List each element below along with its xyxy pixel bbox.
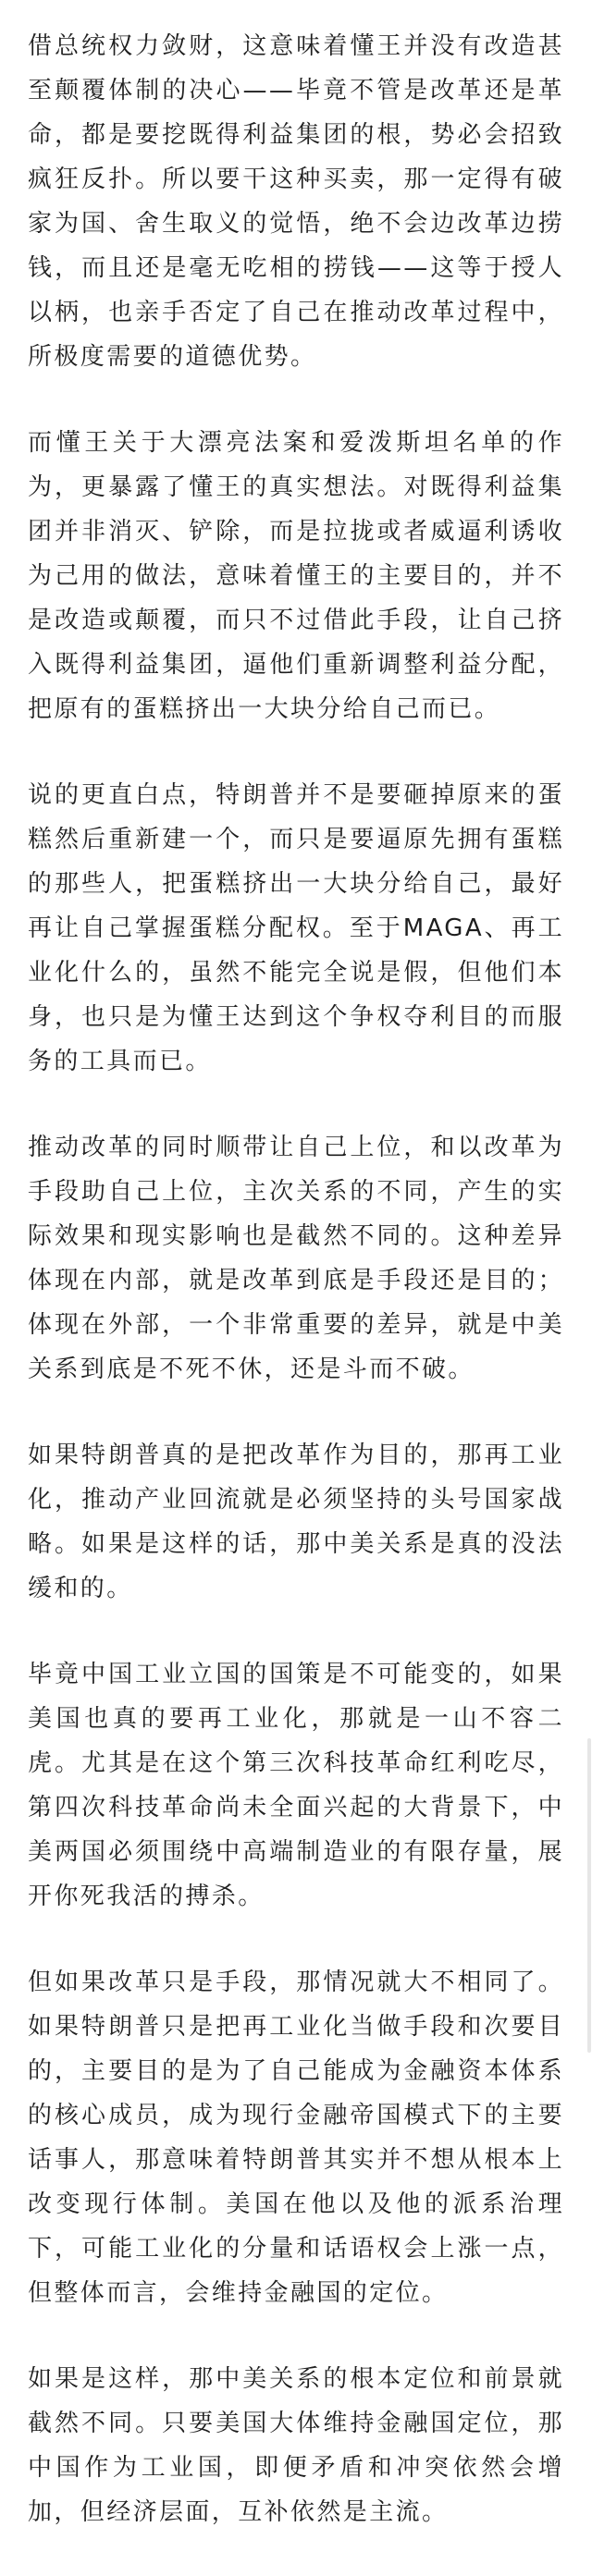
paragraph-7: 但如果改革只是手段，那情况就大不相同了。如果特朗普只是把再工业化当做手段和次要目的，主要目的是为了自己能成为金融资本体系的核心成员，成为现行金融帝国模式下的主要话事人，那意味着特朗普其实并不想从根本上改变现行体制。美国在他以及他的派系治理下，可能工业化的分量和话语权会上涨一点，但整体而言，会维持金融国的定位。 xyxy=(28,1969,564,2307)
scrollbar-thumb[interactable] xyxy=(587,1738,591,2053)
paragraph-2: 而懂王关于大漂亮法案和爱泼斯坦名单的作为，更暴露了懂王的真实想法。对既得利益集团并非消灭、铲除，而是拉拢或者威逼利诱收为己用的做法，意味着懂王的主要目的，并不是改造或颠覆，而只不过借此手段，让自己挤入既得利益集团，逼他们重新调整利益分配，把原有的蛋糕挤出一大块分给自己而已。 xyxy=(28,429,564,723)
paragraph-1: 借总统权力敛财，这意味着懂王并没有改造甚至颠覆体制的决心——毕竟不管是改革还是革命，都是要挖既得利益集团的根，势必会招致疯狂反扑。所以要干这种买卖，那一定得有破家为国、舍生取义的觉悟，绝不会边改革边捞钱，而且还是毫无吃相的捞钱——这等于授人以柄，也亲手否定了自己在推动改革过程中，所极度需要的道德优势。 xyxy=(28,32,564,371)
paragraph-6: 毕竟中国工业立国的国策是不可能变的，如果美国也真的要再工业化，那就是一山不容二虎。尤其是在这个第三次科技革命红利吃尽，第四次科技革命尚未全面兴起的大背景下，中美两国必须围绕中高端制造业的有限存量，展开你死我活的搏杀。 xyxy=(28,1661,564,1910)
scrollbar[interactable] xyxy=(586,0,592,2232)
paragraph-3: 说的更直白点，特朗普并不是要砸掉原来的蛋糕然后重新建一个，而只是要逼原先拥有蛋糕的那些人，把蛋糕挤出一大块分给自己，最好再让自己掌握蛋糕分配权。至于MAGA、再工业化什么的，虽然不能完全说是假，但他们本身，也只是为懂王达到这个争权夺利目的而服务的工具而已。 xyxy=(28,781,564,1075)
paragraph-8: 如果是这样，那中美关系的根本定位和前景就截然不同。只要美国大体维持金融国定位，那中国作为工业国，即便矛盾和冲突依然会增加，但经济层面，互补依然是主流。 xyxy=(28,2365,564,2526)
paragraph-4: 推动改革的同时顺带让自己上位，和以改革为手段助自己上位，主次关系的不同，产生的实际效果和现实影响也是截然不同的。这种差异体现在内部，就是改革到底是手段还是目的；体现在外部，一个非常重要的差异，就是中美关系到底是不死不休，还是斗而不破。 xyxy=(28,1134,564,1383)
paragraph-5: 如果特朗普真的是把改革作为目的，那再工业化，推动产业回流就是必须坚持的头号国家战略。如果是这样的话，那中美关系是真的没法缓和的。 xyxy=(28,1441,564,1602)
